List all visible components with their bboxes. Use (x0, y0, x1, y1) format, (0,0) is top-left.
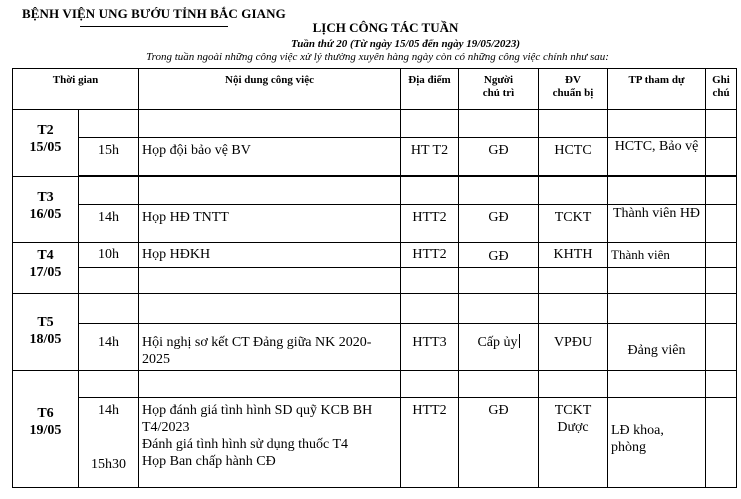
day-cell-t6 (13, 371, 79, 488)
col-attend-header: TP tham dự (608, 69, 706, 110)
table-row (13, 205, 737, 243)
day-label: T3 (37, 190, 54, 205)
day-date: 18/05 (29, 332, 62, 347)
content-cell (139, 398, 401, 488)
col-host-line2: chủ trì (482, 87, 515, 99)
col-host-line1: Người (483, 74, 514, 86)
content-cell: Hội nghị sơ kết CT Đảng giữa NK 2020-2025 (139, 324, 401, 371)
place-cell: HT T2 (401, 138, 459, 176)
prep-cell: VPĐU (539, 324, 608, 371)
attend-cell: Thành viên HĐ (608, 205, 706, 243)
table-row (13, 268, 737, 294)
day-cell-t4 (13, 243, 79, 294)
time-2: 15h30 (91, 457, 126, 472)
content-cell: Họp HĐ TNTT (139, 205, 401, 243)
day-date: 16/05 (29, 207, 62, 222)
content-3: Họp Ban chấp hành CĐ (142, 454, 276, 469)
host-text: Cấp ủy (477, 335, 518, 350)
table-row (13, 324, 737, 371)
host-cell[interactable] (459, 324, 539, 371)
intro-note (0, 51, 741, 63)
day-cell-t3 (13, 177, 79, 243)
table-row (13, 398, 737, 488)
week-range (0, 38, 741, 50)
table-row (13, 243, 737, 268)
prep-cell (539, 398, 608, 488)
content-1: Họp đánh giá tình hình SD quỹ KCB BH T4/2023 (142, 403, 373, 435)
prep-2: Dược (557, 420, 589, 435)
content-2: Đánh giá tình hình sử dụng thuốc T4 (142, 437, 349, 452)
col-note-line1: Ghi (712, 74, 730, 86)
table-row (13, 138, 737, 176)
col-place-header: Địa điểm (401, 69, 459, 110)
day-date: 19/05 (29, 423, 62, 438)
table-row (13, 371, 737, 398)
place-cell: HTT2 (401, 205, 459, 243)
time-cell: 14h (79, 205, 139, 243)
day-date: 17/05 (29, 265, 62, 280)
host-cell: GĐ (459, 398, 539, 488)
host-cell: GĐ (459, 243, 539, 268)
time-1: 14h (98, 403, 119, 418)
host-cell: GĐ (459, 205, 539, 243)
day-cell-t2 (13, 110, 79, 177)
attend-cell: HCTC, Bảo vệ (608, 138, 706, 176)
place-cell: HTT2 (401, 398, 459, 488)
prep-cell: KHTH (539, 243, 608, 268)
col-content-header: Nội dung công việc (139, 69, 401, 110)
place-cell: HTT2 (401, 243, 459, 268)
table-row (13, 177, 737, 205)
col-note-header (706, 69, 737, 110)
day-date: 15/05 (29, 140, 62, 155)
table-row (13, 294, 737, 324)
schedule-title-text: LỊCH CÔNG TÁC TUẦN (312, 20, 459, 35)
content-cell: Họp đội bảo vệ BV (139, 138, 401, 176)
col-host-header (459, 69, 539, 110)
day-label: T2 (37, 123, 54, 138)
week-range-text: Tuần thứ 20 (Từ ngày 15/05 đến ngày 19/05/2023) (290, 38, 521, 50)
hospital-name: BỆNH VIỆN UNG BƯỚU TỈNH BẮC GIANG (22, 6, 286, 21)
day-cell-t5 (13, 294, 79, 371)
time-cell: 14h (79, 324, 139, 371)
day-label: T4 (37, 248, 54, 263)
col-prep-line2: chuẩn bị (552, 87, 594, 99)
day-label: T6 (37, 406, 54, 421)
content-cell: Họp HĐKH (139, 243, 401, 268)
attend-cell: Thành viên (608, 243, 706, 268)
text-cursor (519, 334, 520, 348)
attend-cell: LĐ khoa, phòng (608, 398, 706, 488)
table-row (13, 110, 737, 138)
host-cell: GĐ (459, 138, 539, 176)
day-label: T5 (37, 315, 54, 330)
prep-cell: HCTC (539, 138, 608, 176)
schedule-table (12, 68, 737, 488)
prep-1: TCKT (554, 403, 592, 418)
place-cell: HTT3 (401, 324, 459, 371)
col-prep-line1: ĐV (565, 74, 581, 86)
schedule-title (0, 20, 741, 36)
col-prep-header (539, 69, 608, 110)
time-cell (79, 398, 139, 488)
attend-cell: Đảng viên (608, 324, 706, 371)
time-cell: 15h (79, 138, 139, 176)
prep-cell: TCKT (539, 205, 608, 243)
intro-note-text: Trong tuần ngoài những công việc xử lý thường xuyên hàng ngày còn có những công việc chính như sau: (146, 51, 609, 63)
time-cell: 10h (79, 243, 139, 268)
col-time-header: Thời gian (13, 69, 139, 110)
table-header-row (13, 69, 737, 110)
col-note-line2: chú (712, 87, 730, 99)
